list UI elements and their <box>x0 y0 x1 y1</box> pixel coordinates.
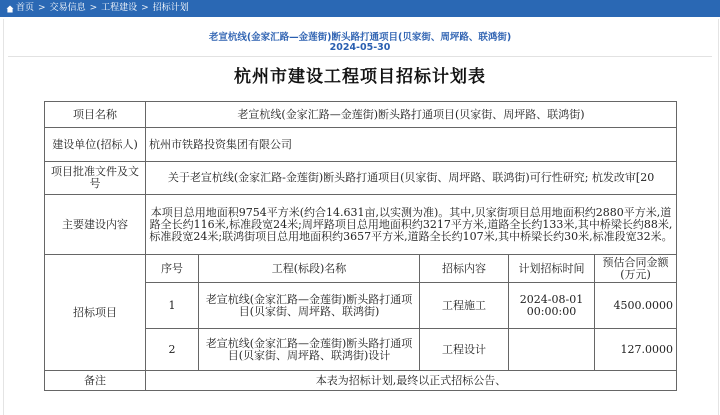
bid-row-time: 2024-08-01 00:00:00 <box>509 283 595 329</box>
bid-row-name: 老宣杭线(金家汇路—金莲街)断头路打通项目(贝家街、周坪路、联鸿街) <box>199 283 420 329</box>
builder-label: 建设单位(招标人) <box>45 128 146 162</box>
bid-row-name: 老宣杭线(金家汇路—金莲街)断头路打通项目(贝家街、周坪路、联鸿街)设计 <box>199 329 420 371</box>
bid-row-no: 2 <box>146 329 199 371</box>
bid-header-name: 工程(标段)名称 <box>199 255 420 283</box>
announcement-title: 老宣杭线(金家汇路—金莲街)断头路打通项目(贝家街、周坪路、联鸿街) <box>208 32 512 43</box>
bid-header-amount: 预估合同金额(万元) <box>595 255 677 283</box>
breadcrumb <box>0 0 720 17</box>
row-builder <box>45 128 677 162</box>
divider <box>8 56 712 57</box>
breadcrumb-separator: > <box>89 3 98 13</box>
row-remark <box>45 371 677 391</box>
breadcrumb-item-home[interactable]: 首页 <box>16 3 35 13</box>
remark-value: 本表为招标计划,最终以正式招标公告、 <box>146 371 677 391</box>
breadcrumb-item-bid-plan: 招标计划 <box>152 3 189 13</box>
bid-row-amount: 4500.0000 <box>595 283 677 329</box>
approval-value: 关于老宣杭线(金家汇路-金莲街)断头路打通项目(贝家街、周坪路、联鸿街)可行性研究; 杭发改审[20 <box>146 162 677 195</box>
bidding-label: 招标项目 <box>45 255 146 371</box>
breadcrumb-home[interactable] <box>6 0 34 17</box>
content-value: 本项目总用地面积9754平方米(约合14.631亩,以实测为准)。其中,贝家街项目总用地面积约2880平方米,道路全长约116米,标准段宽24米;周坪路项目总用地面积约3217平方米,道路全长约133米,其中桥梁长约88米,标准段宽24米;联鸿街项目总用地面积约3657平方米,道路全长约107米,其中桥梁长约30米,标准段宽32米。 <box>146 195 677 255</box>
breadcrumb-separator: > <box>38 3 46 13</box>
bid-row-amount: 127.0000 <box>595 329 677 371</box>
home-icon <box>6 5 14 13</box>
breadcrumb-separator: > <box>141 3 149 13</box>
bid-header-time: 计划招标时间 <box>509 255 595 283</box>
bid-row-content: 工程设计 <box>420 329 509 371</box>
bid-row-no: 1 <box>146 283 199 329</box>
breadcrumb-item-trade-info[interactable]: 交易信息 <box>49 3 86 13</box>
bid-header-no: 序号 <box>146 255 199 283</box>
breadcrumb-item-construction[interactable]: 工程建设 <box>101 3 138 13</box>
approval-label: 项目批准文件及文号 <box>45 162 146 195</box>
project-name-value: 老宣杭线(金家汇路—金莲街)断头路打通项目(贝家街、周坪路、联鸿街) <box>146 102 677 128</box>
builder-value: 杭州市铁路投资集团有限公司 <box>146 128 677 162</box>
project-name-label: 项目名称 <box>45 102 146 128</box>
remark-label: 备注 <box>45 371 146 391</box>
announcement-date: 2024-05-30 <box>329 42 391 53</box>
content-label: 主要建设内容 <box>45 195 146 255</box>
row-project-name <box>45 102 677 128</box>
bid-header-content: 招标内容 <box>420 255 509 283</box>
bid-plan-table <box>44 101 677 391</box>
row-content <box>45 195 677 255</box>
bid-header-row <box>45 255 677 283</box>
row-approval <box>45 162 677 195</box>
document-title: 杭州市建设工程项目招标计划表 <box>234 67 486 87</box>
bid-row-content: 工程施工 <box>420 283 509 329</box>
bid-row-time <box>509 329 595 371</box>
